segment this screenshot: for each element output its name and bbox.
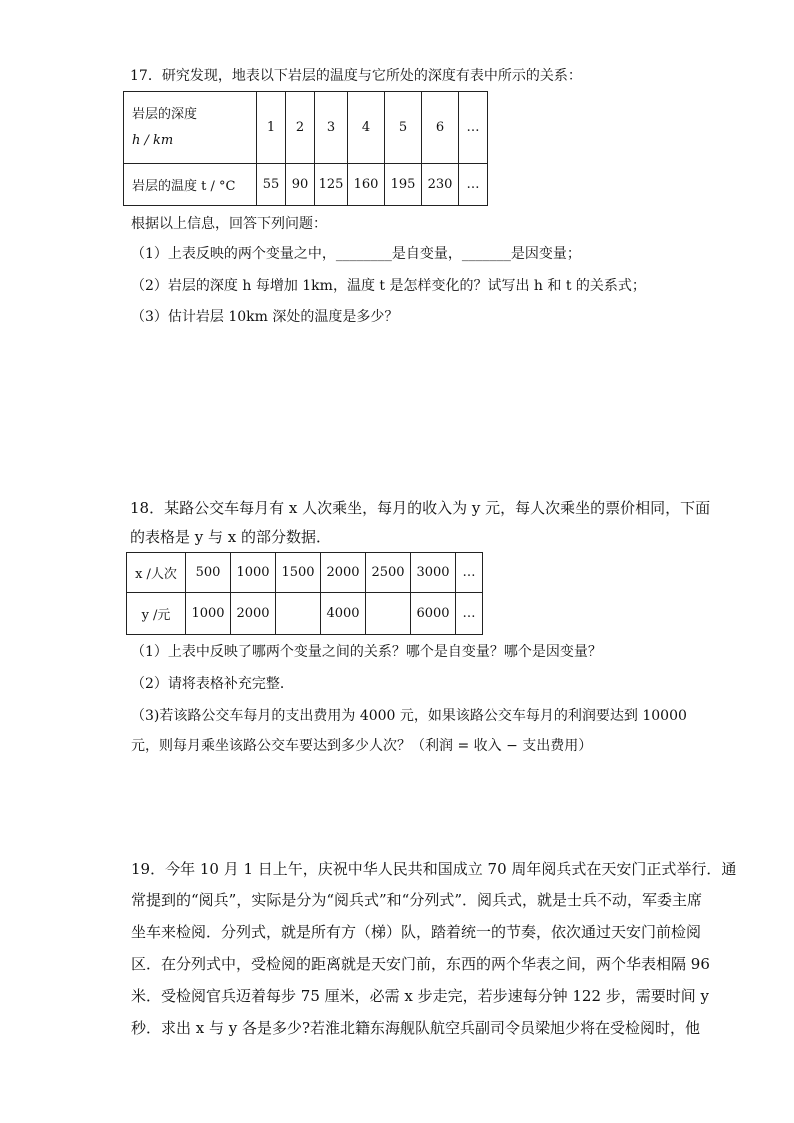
q17-temp-cell: 125 [315, 164, 348, 206]
q18-x-header: x /人次 [127, 553, 186, 593]
q19-line5: 米．受检阅官兵迈着每步 75 厘米，必需 x 步走完，若步速每分钟 122 步，需要时间 y [131, 987, 710, 1005]
q17-depth-row [124, 92, 488, 164]
q17-temp-cell: 55 [257, 164, 286, 206]
q17-prompt: 根据以上信息，回答下列问题： [131, 216, 327, 232]
q18-intro-line2: 的表格是 y 与 x 的部分数据． [130, 528, 332, 546]
q18-part3-line2: 元，则每月乘坐该路公交车要达到多少人次？（利润 = 收入 − 支出费用） [131, 738, 593, 754]
q18-y-cell: 6000 [411, 593, 456, 635]
q17-table [123, 91, 488, 206]
q18-y-row [127, 593, 483, 635]
q17-temp-cell: 195 [385, 164, 422, 206]
q18-y-cell: 4000 [321, 593, 366, 635]
q17-depth-cell: 2 [286, 92, 315, 164]
q17-depth-cell: 4 [348, 92, 385, 164]
q18-x-cell: 1000 [231, 553, 276, 593]
q19-line4: 区．在分列式中，受检阅的距离就是天安门前，东西的两个华表之间，两个华表相隔 96 [131, 955, 710, 973]
q18-x-cell: … [456, 553, 483, 593]
q17-depth-header-label: 岩层的深度 [132, 106, 198, 122]
q17-temp-cell: 160 [348, 164, 385, 206]
q17-depth-cell: … [459, 92, 488, 164]
q18-x-row [127, 553, 483, 593]
q18-y-cell-blank [366, 593, 411, 635]
q17-temp-header: 岩层的温度 t / °C [124, 164, 257, 206]
q18-y-header: y /元 [127, 593, 186, 635]
q18-y-cell: … [456, 593, 483, 635]
q19-line6: 秒．求出 x 与 y 各是多少?若淮北籍东海舰队航空兵副司令员梁旭少将在受检阅时，他 [131, 1019, 701, 1037]
q18-part1: （1）上表中反映了哪两个变量之间的关系？哪个是自变量？哪个是因变量？ [131, 644, 602, 660]
q18-x-cell: 1500 [276, 553, 321, 593]
q19-line1: 19．今年 10 月 1 日上午，庆祝中华人民共和国成立 70 周年阅兵式在天安门正式举行．通 [131, 860, 737, 878]
q17-depth-cell: 6 [422, 92, 459, 164]
q17-temp-row [124, 164, 488, 206]
q19-line2: 常提到的“阅兵”，实际是分为“阅兵式”和“分列式”．阅兵式，就是士兵不动，军委主席 [131, 891, 703, 909]
q17-depth-cell: 3 [315, 92, 348, 164]
q18-x-cell: 2000 [321, 553, 366, 593]
q18-x-cell: 500 [186, 553, 231, 593]
q18-part2: （2）请将表格补充完整． [131, 676, 294, 692]
q18-intro-line1: 18．某路公交车每月有 x 人次乘坐，每月的收入为 y 元，每人次乘坐的票价相同，下面 [130, 499, 711, 517]
q17-temp-cell: 230 [422, 164, 459, 206]
q17-depth-cell: 1 [257, 92, 286, 164]
q17-temp-cell: 90 [286, 164, 315, 206]
q17-part1: （1）上表反映的两个变量之中，________是自变量，_______是因变量； [131, 246, 581, 262]
q18-x-cell: 3000 [411, 553, 456, 593]
q18-y-cell-blank [276, 593, 321, 635]
q17-part2: （2）岩层的深度 h 每增加 1km，温度 t 是怎样变化的？试写出 h 和 t 的关系式； [131, 278, 646, 294]
q17-depth-header-unit: h / km [132, 132, 174, 148]
q18-y-cell: 1000 [186, 593, 231, 635]
q17-depth-header [124, 92, 257, 164]
q17-part3: （3）估计岩层 10km 深处的温度是多少？ [131, 309, 399, 325]
q18-table [126, 552, 483, 635]
q17-temp-cell: … [459, 164, 488, 206]
q18-x-cell: 2500 [366, 553, 411, 593]
q17-depth-cell: 5 [385, 92, 422, 164]
q17-intro: 17．研究发现，地表以下岩层的温度与它所处的深度有表中所示的关系： [130, 68, 582, 84]
q19-line3: 坐车来检阅．分列式，就是所有方（梯）队，踏着统一的节奏，依次通过天安门前检阅 [131, 923, 702, 941]
q18-part3-line1: （3)若该路公交车每月的支出费用为 4000 元，如果该路公交车每月的利润要达到 10000 [131, 708, 687, 724]
q18-y-cell: 2000 [231, 593, 276, 635]
